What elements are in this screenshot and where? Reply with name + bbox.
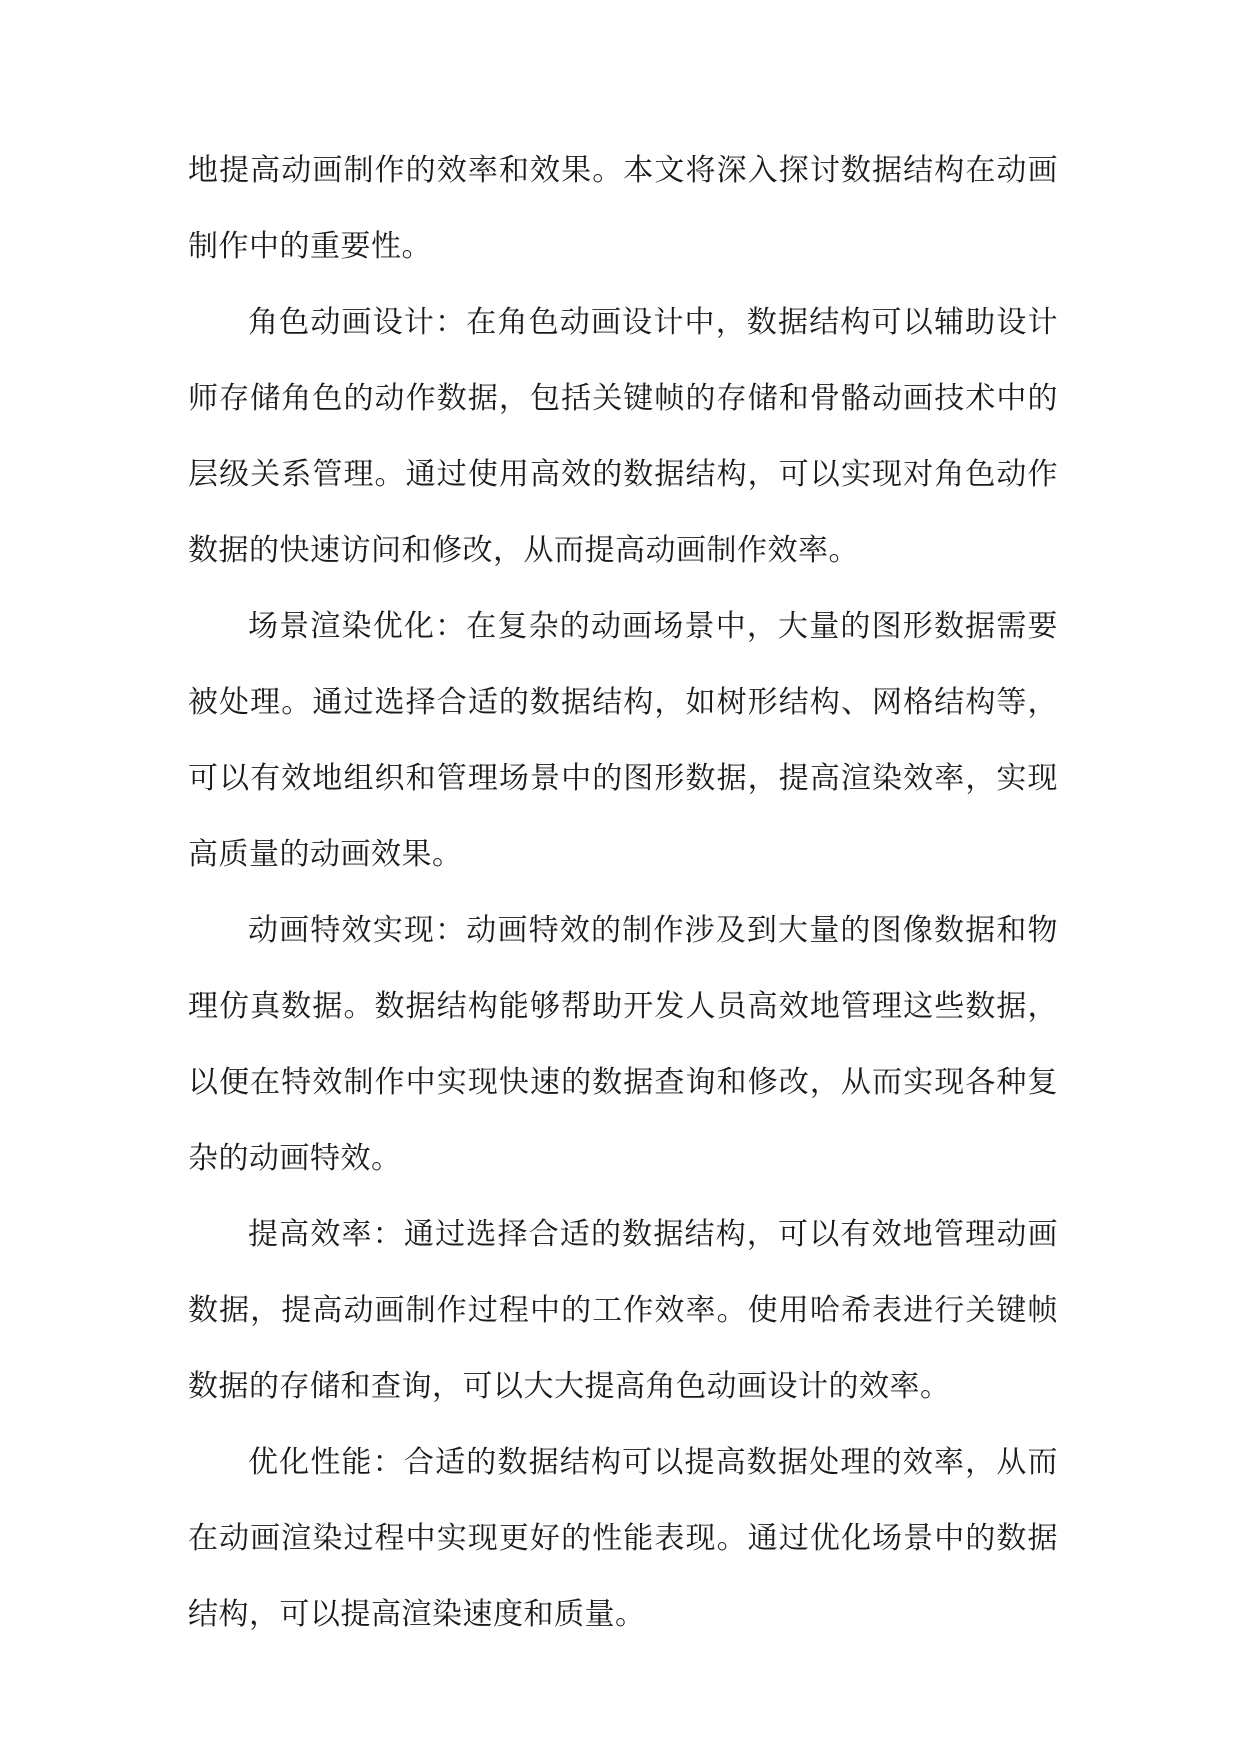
paragraph-optimize-performance: 优化性能：合适的数据结构可以提高数据处理的效率，从而在动画渲染过程中实现更好的性能表现。通过优化场景中的数据结构，可以提高渲染速度和质量。 (188, 1445, 1058, 1632)
paragraph-improve-efficiency: 提高效率：通过选择合适的数据结构，可以有效地管理动画数据，提高动画制作过程中的工作效率。使用哈希表进行关键帧数据的存储和查询，可以大大提高角色动画设计的效率。 (188, 1217, 1058, 1404)
body-text (188, 133, 1058, 1653)
paragraph-intro-continuation: 地提高动画制作的效率和效果。本文将深入探讨数据结构在动画制作中的重要性。 (188, 153, 1058, 264)
paragraph-animation-effects-implementation: 动画特效实现：动画特效的制作涉及到大量的图像数据和物理仿真数据。数据结构能够帮助开发人员高效地管理这些数据，以便在特效制作中实现快速的数据查询和修改，从而实现各种复杂的动画特效。 (188, 913, 1058, 1176)
paragraph-scene-rendering-optimization: 场景渲染优化：在复杂的动画场景中，大量的图形数据需要被处理。通过选择合适的数据结构，如树形结构、网格结构等，可以有效地组织和管理场景中的图形数据，提高渲染效率，实现高质量的动画效果。 (188, 609, 1058, 872)
paragraph-character-animation-design: 角色动画设计：在角色动画设计中，数据结构可以辅助设计师存储角色的动作数据，包括关键帧的存储和骨骼动画技术中的层级关系管理。通过使用高效的数据结构，可以实现对角色动作数据的快速访问和修改，从而提高动画制作效率。 (188, 305, 1058, 568)
